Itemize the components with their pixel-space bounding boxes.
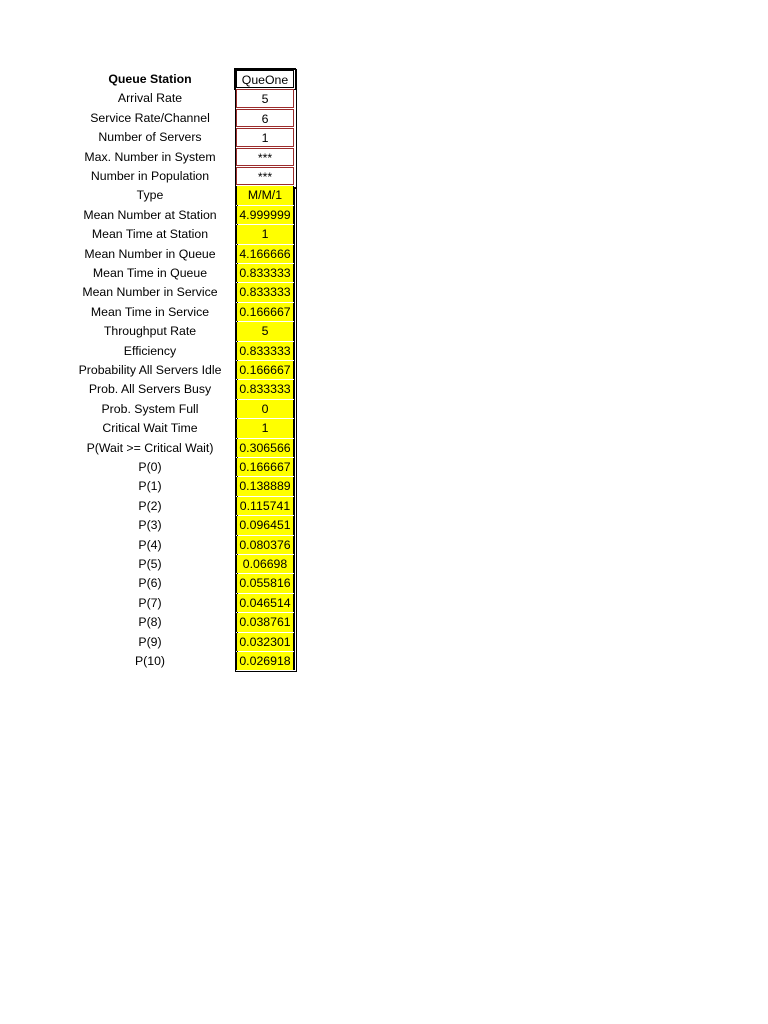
output-row	[0, 322, 300, 341]
row-label: Prob. All Servers Busy	[88, 382, 212, 397]
output-row	[0, 245, 300, 264]
output-value-cell: 0.833333	[236, 342, 294, 360]
output-value-cell: 0.833333	[236, 283, 294, 301]
queue-station-name-cell[interactable]: QueOne	[236, 70, 294, 88]
row-label: Mean Number in Queue	[84, 246, 216, 261]
output-row	[0, 497, 300, 516]
output-value-cell: 0.306566	[236, 439, 294, 457]
row-label: P(6)	[138, 576, 162, 591]
output-value-cell: 1	[236, 419, 294, 437]
output-value-cell: 0.096451	[236, 516, 294, 534]
row-label: Number in Population	[90, 169, 210, 183]
output-value-cell: 0.080376	[236, 536, 294, 554]
input-value-cell[interactable]: 6	[236, 109, 294, 127]
output-value-cell: 4.999999	[236, 206, 294, 224]
output-value-cell: 0.032301	[236, 633, 294, 651]
input-row	[0, 167, 300, 186]
row-label: Type	[136, 188, 164, 203]
row-label: Mean Time in Queue	[92, 266, 208, 280]
row-label: Mean Number in Service	[82, 285, 218, 300]
output-row	[0, 303, 300, 322]
output-value-cell: 0.055816	[236, 574, 294, 592]
output-row	[0, 516, 300, 535]
row-label: Prob. System Full	[101, 401, 199, 416]
row-label: Arrival Rate	[117, 91, 183, 106]
row-label: P(9)	[138, 634, 162, 649]
row-label: P(4)	[138, 537, 162, 552]
output-value-cell: 0.166667	[236, 361, 294, 379]
output-value-cell: 0.833333	[236, 380, 294, 398]
output-value-cell: 0	[236, 400, 294, 418]
output-value-cell: 0.166667	[236, 458, 294, 476]
row-label: P(0)	[138, 460, 162, 474]
row-label: P(2)	[138, 498, 162, 513]
output-value-cell: 0.046514	[236, 594, 294, 612]
output-row	[0, 225, 300, 244]
output-value-cell: 0.115741	[236, 497, 294, 515]
output-row	[0, 264, 300, 283]
output-value-cell: 0.833333	[236, 264, 294, 282]
output-row	[0, 342, 300, 361]
output-row	[0, 613, 300, 632]
output-row	[0, 439, 300, 458]
output-value-cell: 0.166667	[236, 303, 294, 321]
input-row	[0, 89, 300, 108]
output-row	[0, 574, 300, 593]
output-value-cell: 5	[236, 322, 294, 340]
input-row	[0, 109, 300, 128]
input-value-cell[interactable]: 5	[236, 89, 294, 107]
input-value-cell[interactable]: 1	[236, 128, 294, 146]
row-label: P(3)	[138, 518, 162, 533]
output-row	[0, 652, 300, 671]
row-label: P(Wait >= Critical Wait)	[86, 440, 214, 455]
output-row	[0, 380, 300, 399]
row-label: P(8)	[138, 615, 162, 630]
row-label: P(5)	[138, 557, 162, 571]
output-value-cell: 4.166666	[236, 245, 294, 263]
row-label: Mean Time in Service	[90, 304, 210, 319]
header-row	[0, 70, 300, 89]
row-label: Probability All Servers Idle	[78, 363, 222, 377]
row-label: Efficiency	[123, 343, 177, 358]
output-row	[0, 536, 300, 555]
output-value-cell: 0.138889	[236, 477, 294, 495]
output-row	[0, 633, 300, 652]
output-row	[0, 477, 300, 496]
output-row	[0, 594, 300, 613]
queue-station-label: Queue Station	[108, 72, 192, 86]
input-value-cell[interactable]: ***	[236, 167, 294, 185]
row-label: Mean Number at Station	[83, 207, 217, 222]
output-row	[0, 555, 300, 574]
output-row	[0, 283, 300, 302]
output-row	[0, 400, 300, 419]
input-row	[0, 128, 300, 147]
input-value-cell[interactable]: ***	[236, 148, 294, 166]
output-value-cell: M/M/1	[236, 186, 294, 204]
output-row	[0, 419, 300, 438]
output-row	[0, 458, 300, 477]
row-label: P(1)	[138, 479, 162, 494]
output-value-cell: 1	[236, 225, 294, 243]
row-label: Number of Servers	[98, 130, 202, 145]
row-label: Critical Wait Time	[102, 421, 198, 436]
output-row	[0, 361, 300, 380]
output-value-cell: 0.06698	[236, 555, 294, 573]
output-value-cell: 0.038761	[236, 613, 294, 631]
row-label: Mean Time at Station	[91, 227, 209, 242]
output-row	[0, 206, 300, 225]
row-label: Service Rate/Channel	[90, 110, 210, 125]
row-label: P(10)	[134, 654, 166, 668]
row-label: Throughput Rate	[103, 324, 197, 339]
output-value-cell: 0.026918	[236, 652, 294, 670]
row-label: P(7)	[138, 595, 162, 610]
output-row	[0, 186, 300, 205]
input-row	[0, 148, 300, 167]
row-label: Max. Number in System	[84, 149, 216, 164]
